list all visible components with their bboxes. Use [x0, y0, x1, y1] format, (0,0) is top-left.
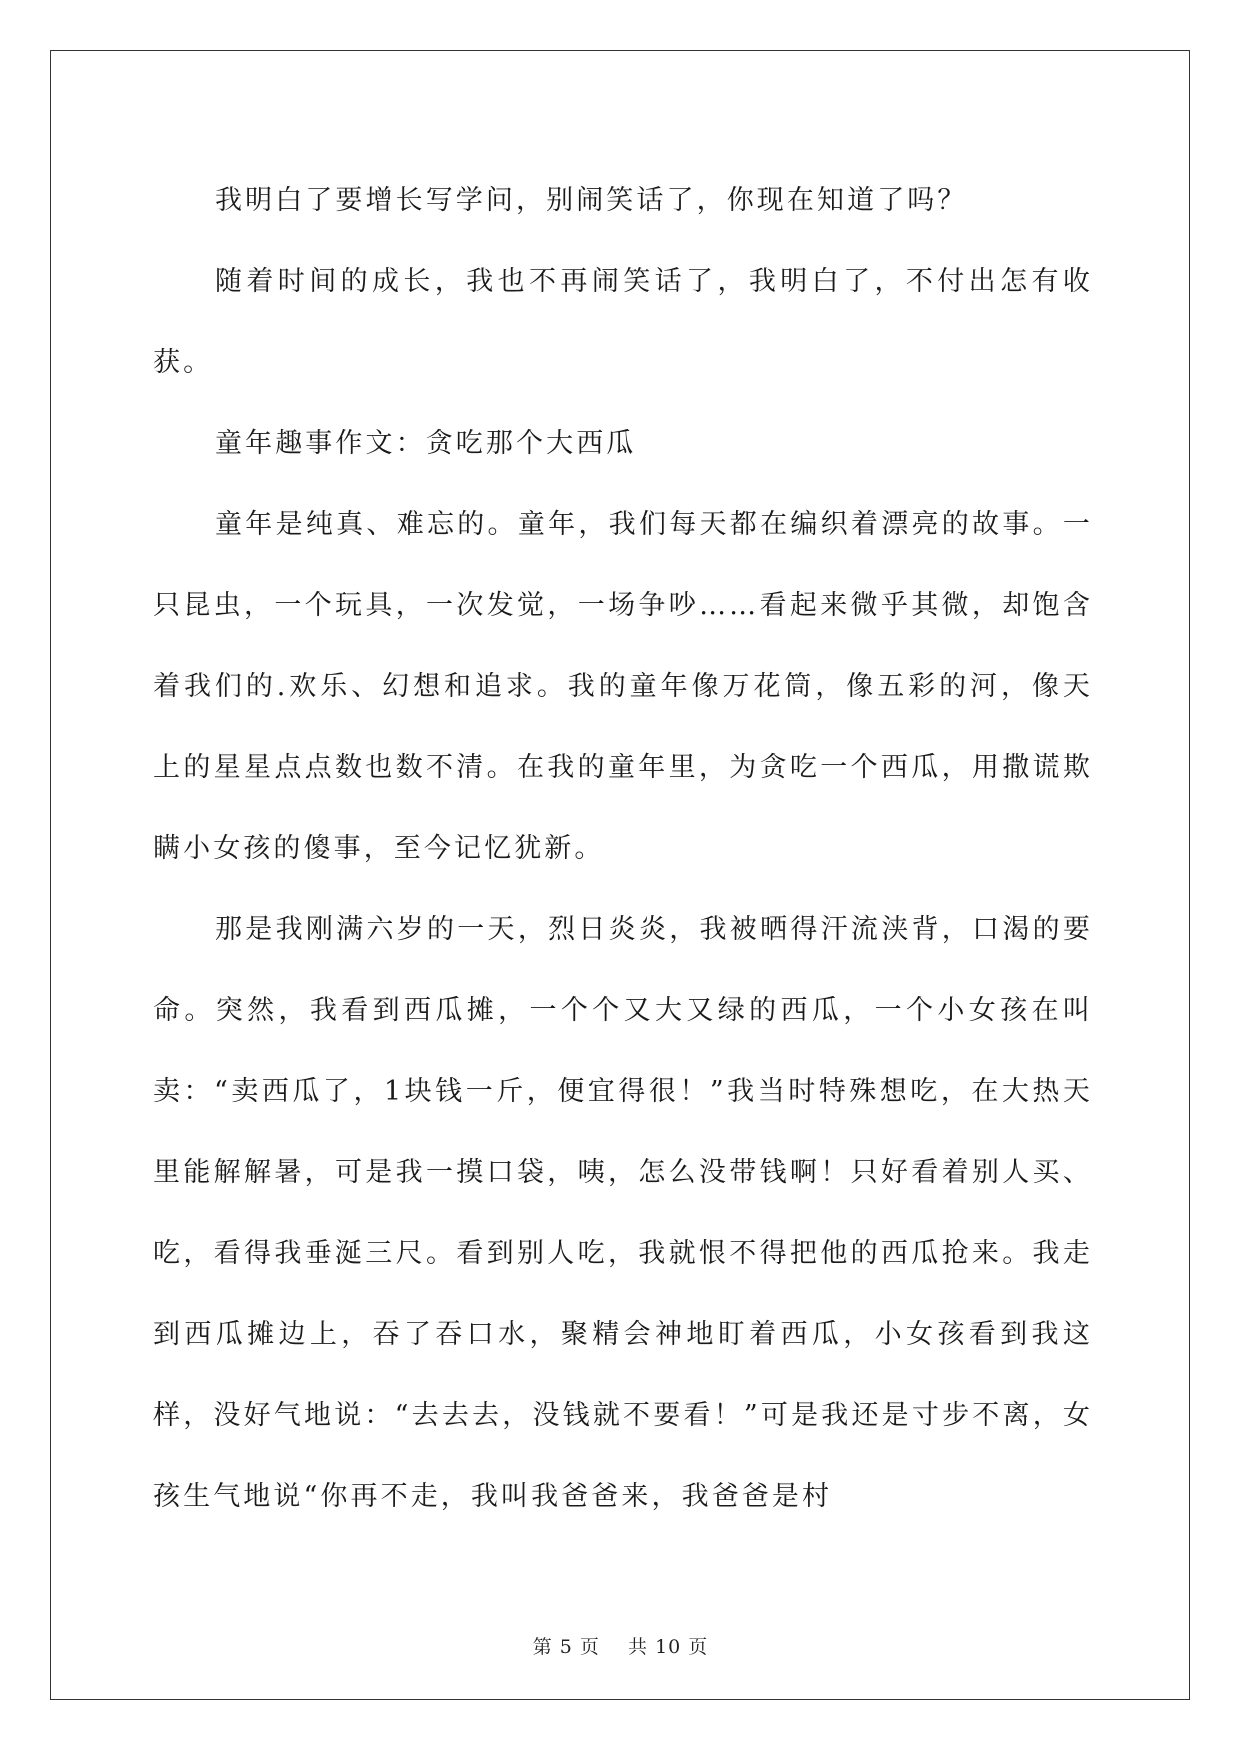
paragraph: 那是我刚满六岁的一天，烈日炎炎，我被晒得汗流浃背，口渴的要命。突然，我看到西瓜摊，一个个又大又绿的西瓜，一个小女孩在叫卖：“卖西瓜了，1块钱一斤，便宜得很！”我当时特殊想吃，在大热天里能解解暑，可是我一摸口袋，咦，怎么没带钱啊！只好看着别人买、吃，看得我垂涎三尺。看到别人吃，我就恨不得把他的西瓜抢来。我走到西瓜摊边上，吞了吞口水，聚精会神地盯着西瓜，小女孩看到我这样，没好气地说：“去去去，没钱就不要看！”可是我还是寸步不离，女孩生气地说“你再不走，我叫我爸爸来，我爸爸是村: [153, 914, 1093, 1512]
page-footer: [0, 1632, 1241, 1659]
paragraph: 随着时间的成长，我也不再闹笑话了，我明白了，不付出怎有收获。: [153, 266, 1093, 378]
page-total: 共 10 页: [628, 1636, 709, 1658]
paragraph: 我明白了要增长写学问，别闹笑话了，你现在知道了吗？: [215, 185, 968, 216]
document-body: [153, 160, 1093, 1537]
section-heading: 童年趣事作文：贪吃那个大西瓜: [215, 428, 637, 459]
paragraph: 童年是纯真、难忘的。童年，我们每天都在编织着漂亮的故事。一只昆虫，一个玩具，一次发觉，一场争吵……看起来微乎其微，却饱含着我们的.欢乐、幻想和追求。我的童年像万花筒，像五彩的河，像天上的星星点点数也数不清。在我的童年里，为贪吃一个西瓜，用撒谎欺瞒小女孩的傻事，至今记忆犹新。: [153, 509, 1093, 864]
page-number: 第 5 页: [532, 1636, 600, 1658]
